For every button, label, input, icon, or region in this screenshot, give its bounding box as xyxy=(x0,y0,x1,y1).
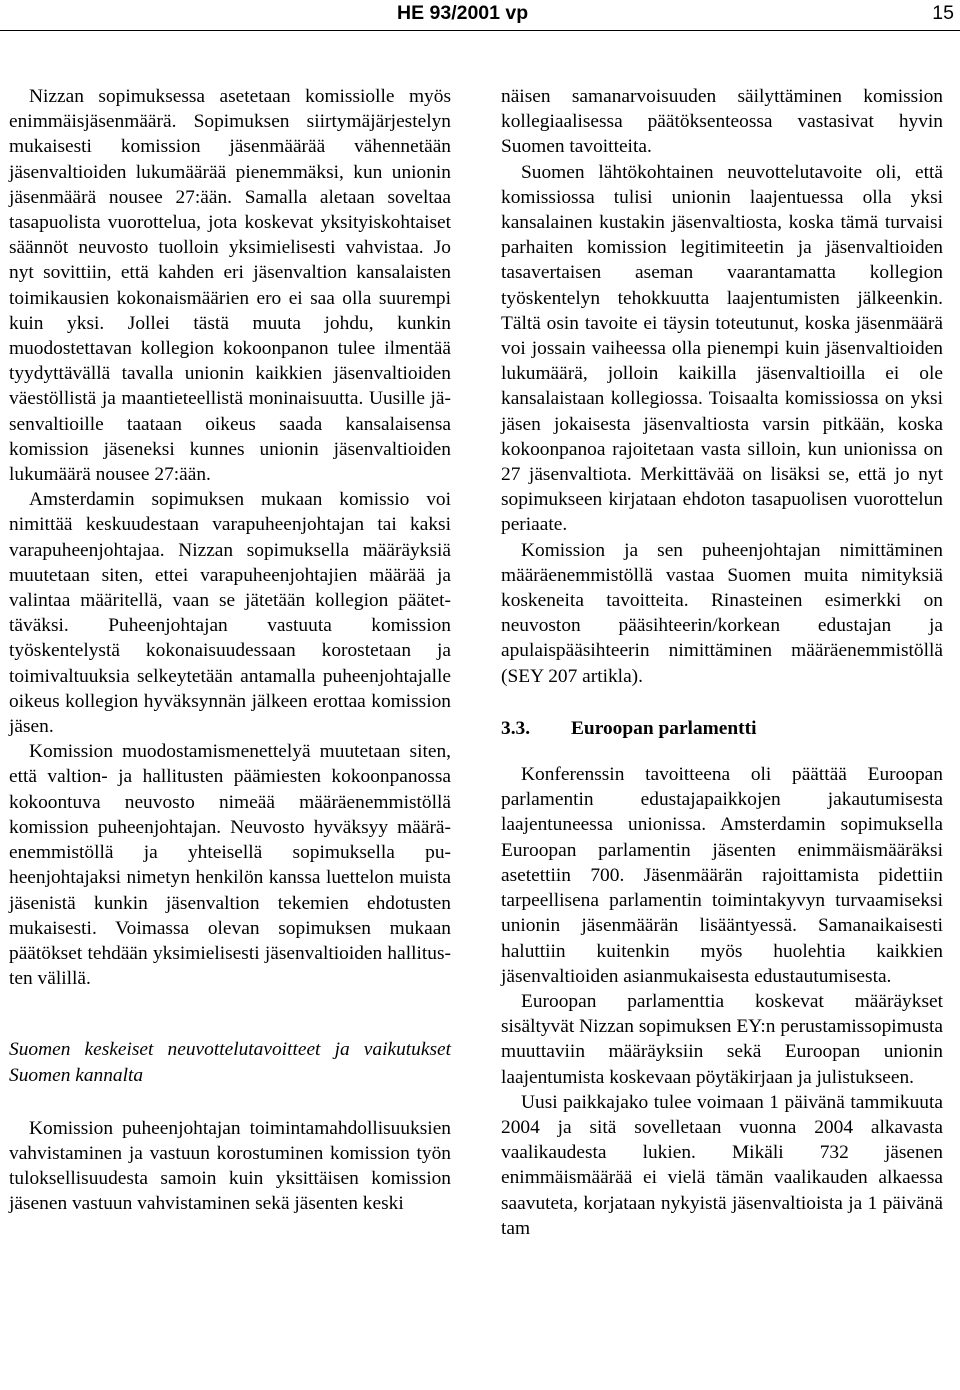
section-heading xyxy=(501,716,943,741)
paragraph: Uusi paikkajako tulee voimaan 1 päivänä tammikuuta 2004 ja sitä sovelletaan vuonna 2004 alkavasta vaalikaudesta lukien. Mikäli 732 jäsenen enimmäismäärää ei vielä tämän vaalikauden alkaessa saavuteta, korjataan nykyistä jäsenvaltioista ja 1 päivänä tam xyxy=(501,1091,943,1239)
section-number: 3.3. xyxy=(501,717,531,739)
left-column xyxy=(9,84,451,1217)
paragraph: Komission muodostamismenettelyä muutetaan siten, että valtion- ja hallitusten päämiesten kokoonpanossa kokoontuva neuvosto nimeää määräenemmistöllä komission puheenjohtajan. Neuvosto hyväksyy määräenemmistöllä ja yhteisellä sopimuksella puheenjohtajaksi nimetyn henkilön kanssa luettelon muista jäsenistä kunkin jäsenvaltion tekemien ehdotusten mukaisesti. Voimassa olevan sopimuksen mukaan päätökset tehdään yksimielisesti jäsenvaltioiden hallitusten välillä. xyxy=(9,741,451,990)
paragraph: Komission puheenjohtajan toimintamahdollisuuksien vahvistaminen ja vastuun korostuminen komission työn tuloksellisuudesta samoin kuin yksittäisen komission jäsenen vastuun vahvistaminen sekä jäsenten keski xyxy=(9,1117,451,1215)
paragraph: Nizzan sopimuksessa asetetaan komissiolle myös enimmäisjäsenmäärä. Sopimuksen siirtymäjärjestelyn mukaisesti komission jäsenmäärää vähennetään jäsenvaltioiden lukumäärää pienemmäksi, kun unionin jäsenmäärä nousee 27:ään. Samalla aletaan soveltaa tasapuolista vuorottelua, jota koskevat yksityiskohtaiset säännöt neuvosto tuolloin yksimielisesti vahvistaa. Jo nyt sovittiin, että kahden eri jäsenvaltion kansalaisten toimikausien kokonaismäärien ero ei saa olla suurempi kuin yksi. Jollei tästä muuta johdu, kunkin muodostettavan kollegion kokoonpanon tulee ilmentää tyydyttävällä tavalla unionin kaikkien jäsenvaltioiden väestöllistä ja maantieteellistä moninaisuutta. Uusille jäsenvaltioille taataan oikeus saada kansalaisensa komission jäseneksi kunnes unionin jäsenvaltioiden lukumäärä nousee 27:ään. xyxy=(9,86,451,486)
subheading: Suomen keskeiset neuvottelutavoitteet ja vaikutukset Suomen kannalta xyxy=(9,1039,451,1086)
paragraph: Amsterdamin sopimuksen mukaan komissio voi nimittää keskuudestaan varapuheenjohtajan tai kaksi varapuheenjohtajaa. Nizzan sopimuksella määräyksiä muutetaan siten, ettei varapuheenjohtajien määrää ja valintaa määritellä, vaan se jätetään kollegion päätettäväksi. Puheenjohtajan vastuuta komission työskentelystä kokonaisuudessaan korostetaan ja toimivaltuuksia selkeytetään antamalla puheenjohtajalle oikeus kollegion hyväksynnän jälkeen erottaa komission jäsen. xyxy=(9,489,451,738)
paragraph: Suomen lähtökohtainen neuvottelutavoite oli, että komissiossa tulisi unionin laajentuessa olla yksi kansalainen kustakin jäsenvaltiosta, koska tämä turvaisi parhaiten komission legitimiteetin ja jäsenvaltioiden tasavertaisen aseman vaarantamatta kollegion työskentelyn tehokkuutta laajentumisten jälkeenkin. Tältä osin tavoite ei täysin toteutunut, koska jäsenmäärä voi jossain vaiheessa olla pienempi kuin jäsenvaltioiden lukumäärä, jolloin kaikilla jäsenvaltioilla ei ole kansalaistaan kollegiossa. Toisaalta komissiossa on yksi jäsen jokaisesta jäsenvaltiosta varsin pitkään, koska kokoonpanoa rajoitetaan vasta silloin, kun unionissa on 27 jäsenvaltiota. Merkittävää on lisäksi se, että jo nyt sopimukseen kirjataan ehdoton tasapuolisen vuorottelun periaate. xyxy=(501,161,943,536)
section-title: Euroopan parlamentti xyxy=(571,717,757,739)
document-id: HE 93/2001 vp xyxy=(397,2,529,24)
paragraph: näisen samanarvoisuuden säilyttäminen komission kollegiaalisessa päätöksenteossa vastasivat hyvin Suomen tavoitteita. xyxy=(501,86,943,158)
paragraph: Konferenssin tavoitteena oli päättää Euroopan parlamentin edustajapaikkojen jakautumisesta laajentuneessa unionissa. Amsterdamin sopimuksella Euroopan parlamentin jäsenten enimmäismääräksi asetettiin 700. Jäsenmäärän rajoittamista pidettiin tarpeellisena parlamentin toimintakyvyn turvaamiseksi unionin jäsenmäärän lisääntyessä. Samanaikaisesti haluttiin kuitenkin myös huolehtia kaikkien jäsenvaltioiden asianmukaisesta edustautumisesta. xyxy=(501,764,943,987)
page-number: 15 xyxy=(932,2,954,24)
right-column xyxy=(501,84,943,1241)
header-rule xyxy=(0,30,960,31)
paragraph: Euroopan parlamenttia koskevat määräykset sisältyvät Nizzan sopimuksen EY:n perustamissopimusta muuttaviin määräyksiin sekä Euroopan unionin laajentumista koskevaan pöytäkirjaan ja julistukseen. xyxy=(501,990,943,1088)
paragraph: Komission ja sen puheenjohtajan nimittäminen määräenemmistöllä vastaa Suomen muita nimityksiä koskeneita tavoitteita. Rinasteinen esimerkki on neuvoston pääsihteerin/korkean edustajan ja apulaispääsihteerin nimittäminen määräenemmistöllä (SEY 207 artikla). xyxy=(501,539,943,687)
